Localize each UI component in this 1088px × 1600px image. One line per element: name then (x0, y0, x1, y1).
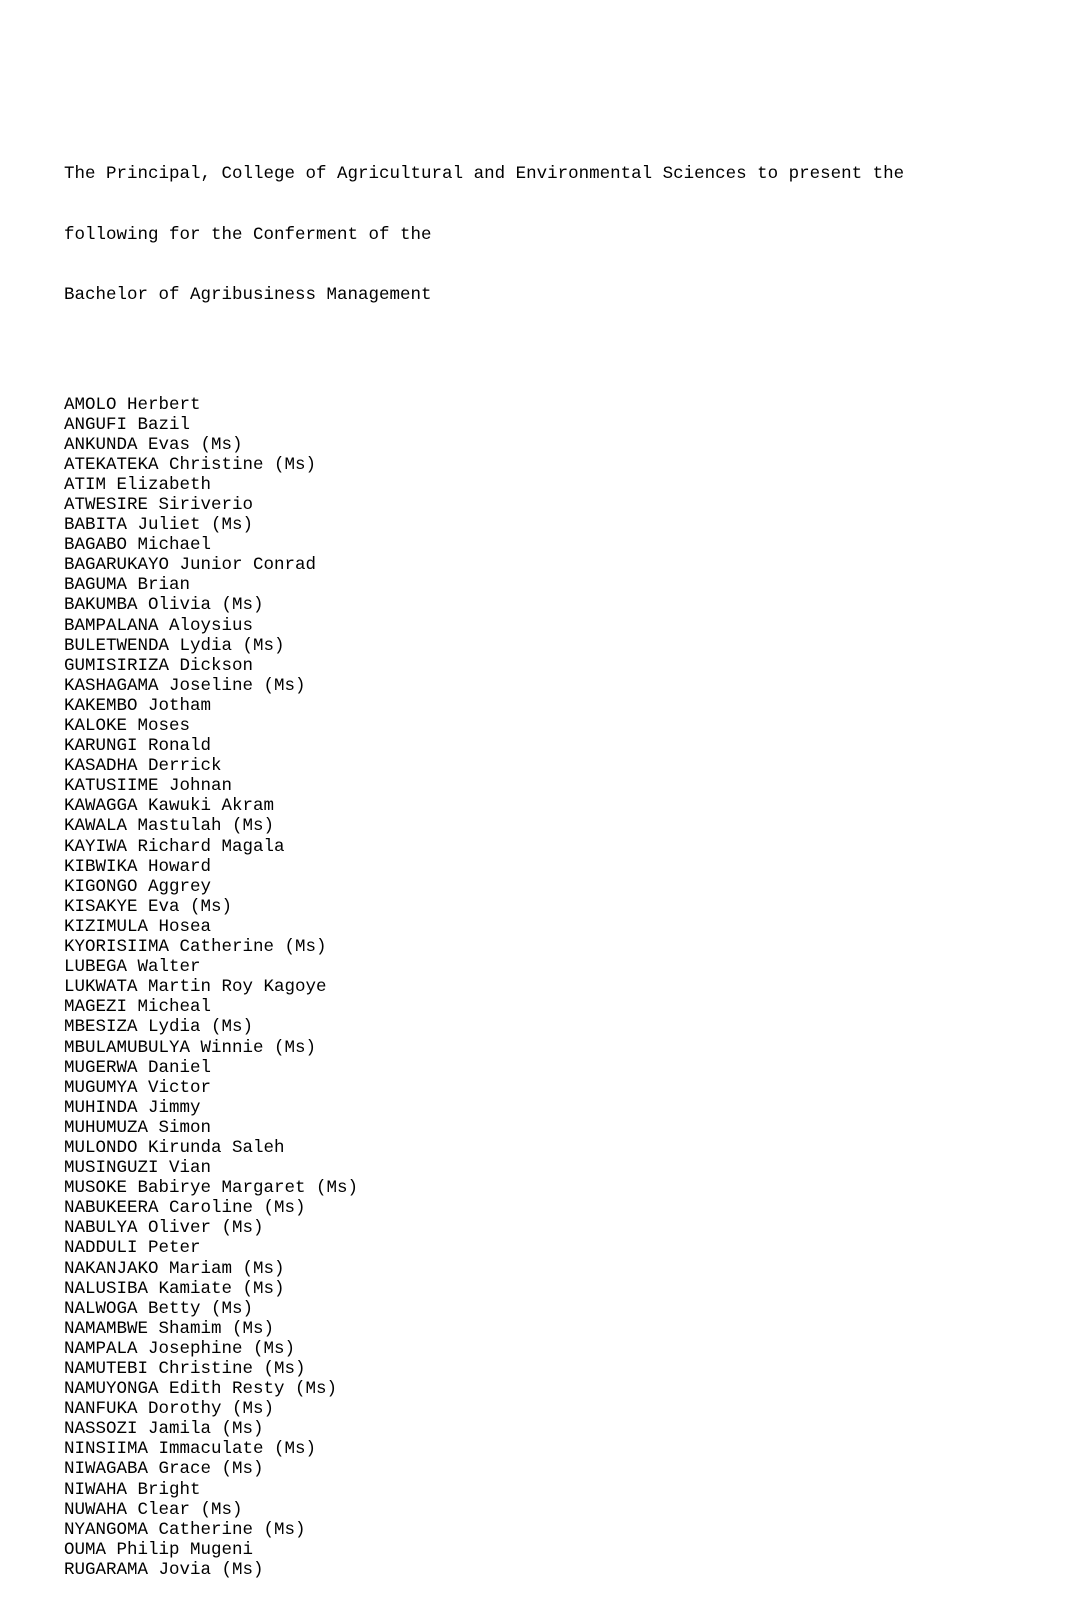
graduand-name: NANFUKA Dorothy (Ms) (64, 1399, 275, 1420)
graduand-name: LUKWATA Martin Roy Kagoye (64, 977, 327, 998)
graduand-name: NIWAGABA Grace (Ms) (64, 1459, 264, 1480)
graduand-name: MAGEZI Micheal (64, 997, 212, 1018)
graduand-name: NAKANJAKO Mariam (Ms) (64, 1258, 285, 1279)
graduand-name: NALWOGA Betty (Ms) (64, 1298, 254, 1319)
graduand-name: NALUSIBA Kamiate (Ms) (64, 1278, 285, 1299)
graduand-name: KIBWIKA Howard (64, 856, 212, 877)
graduand-name: MUSINGUZI Vian (64, 1158, 212, 1179)
heading-line: following for the Conferment of the (64, 224, 432, 245)
graduand-name: ANGUFI Bazil (64, 414, 191, 435)
graduand-name: AMOLO Herbert (64, 394, 201, 415)
graduand-name: ATIM Elizabeth (64, 474, 212, 495)
graduand-name: BAGARUKAYO Junior Conrad (64, 555, 317, 576)
graduand-name: KATUSIIME Johnan (64, 776, 233, 797)
graduand-name: KAWAGGA Kawuki Akram (64, 796, 275, 817)
graduand-name: KIZIMULA Hosea (64, 916, 212, 937)
graduand-name: NADDULI Peter (64, 1238, 201, 1259)
graduand-name: KISAKYE Eva (Ms) (64, 896, 233, 917)
graduand-name: RUGARAMA Jovia (Ms) (64, 1559, 264, 1580)
graduand-name: KARUNGI Ronald (64, 736, 212, 757)
graduand-name: MULONDO Kirunda Saleh (64, 1137, 285, 1158)
graduand-name: KAYIWA Richard Magala (64, 836, 285, 857)
graduand-name: MBESIZA Lydia (Ms) (64, 1017, 254, 1038)
graduand-name: BAMPALANA Aloysius (64, 615, 254, 636)
graduand-name: KAKEMBO Jotham (64, 695, 212, 716)
degree-title: Bachelor of Agribusiness Management (64, 285, 432, 305)
graduand-name: GUMISIRIZA Dickson (64, 655, 254, 676)
graduand-name: ATWESIRE Siriverio (64, 494, 254, 515)
graduand-name: KALOKE Moses (64, 716, 191, 736)
graduand-name: NIWAHA Bright (64, 1479, 201, 1500)
graduand-name: NASSOZI Jamila (Ms) (64, 1419, 264, 1440)
graduand-name: KIGONGO Aggrey (64, 876, 212, 897)
graduand-name: ANKUNDA Evas (Ms) (64, 434, 243, 455)
graduand-name: BULETWENDA Lydia (Ms) (64, 635, 285, 656)
graduand-name: NABULYA Oliver (Ms) (64, 1218, 264, 1239)
graduand-name: NAMUTEBI Christine (Ms) (64, 1359, 306, 1379)
graduand-name: OUMA Philip Mugeni (64, 1539, 254, 1560)
graduand-name: BAKUMBA Olivia (Ms) (64, 595, 264, 616)
graduand-name: NYANGOMA Catherine (Ms) (64, 1519, 306, 1540)
graduand-name: BAGUMA Brian (64, 575, 191, 596)
document-page (64, 84, 1054, 1600)
graduand-name: BABITA Juliet (Ms) (64, 515, 254, 536)
graduand-name: NABUKEERA Caroline (Ms) (64, 1198, 306, 1219)
graduand-name: MBULAMUBULYA Winnie (Ms) (64, 1037, 317, 1058)
graduand-list (64, 395, 1054, 1581)
graduand-name: MUHUMUZA Simon (64, 1117, 212, 1138)
graduand-name: NAMUYONGA Edith Resty (Ms) (64, 1379, 338, 1400)
graduand-name: MUHINDA Jimmy (64, 1097, 201, 1118)
graduand-name: KYORISIIMA Catherine (Ms) (64, 937, 327, 958)
graduand-name: LUBEGA Walter (64, 957, 201, 978)
graduand-name: ATEKATEKA Christine (Ms) (64, 454, 317, 475)
graduand-name: MUGERWA Daniel (64, 1057, 212, 1078)
presentation-heading (64, 124, 1054, 346)
graduand-name: KAWALA Mastulah (Ms) (64, 816, 275, 837)
graduand-name: NAMPALA Josephine (Ms) (64, 1338, 296, 1359)
graduand-name: KASADHA Derrick (64, 756, 222, 777)
graduand-name: KASHAGAMA Joseline (Ms) (64, 675, 306, 696)
graduand-name: NAMAMBWE Shamim (Ms) (64, 1318, 275, 1339)
graduand-name: BAGABO Michael (64, 535, 212, 556)
graduand-name: NUWAHA Clear (Ms) (64, 1499, 243, 1520)
graduand-name: MUGUMYA Victor (64, 1077, 212, 1098)
graduand-name: NINSIIMA Immaculate (Ms) (64, 1439, 317, 1460)
graduand-name: MUSOKE Babirye Margaret (Ms) (64, 1178, 359, 1199)
heading-line: The Principal, College of Agricultural and Environmental Sciences to present the (64, 164, 905, 184)
